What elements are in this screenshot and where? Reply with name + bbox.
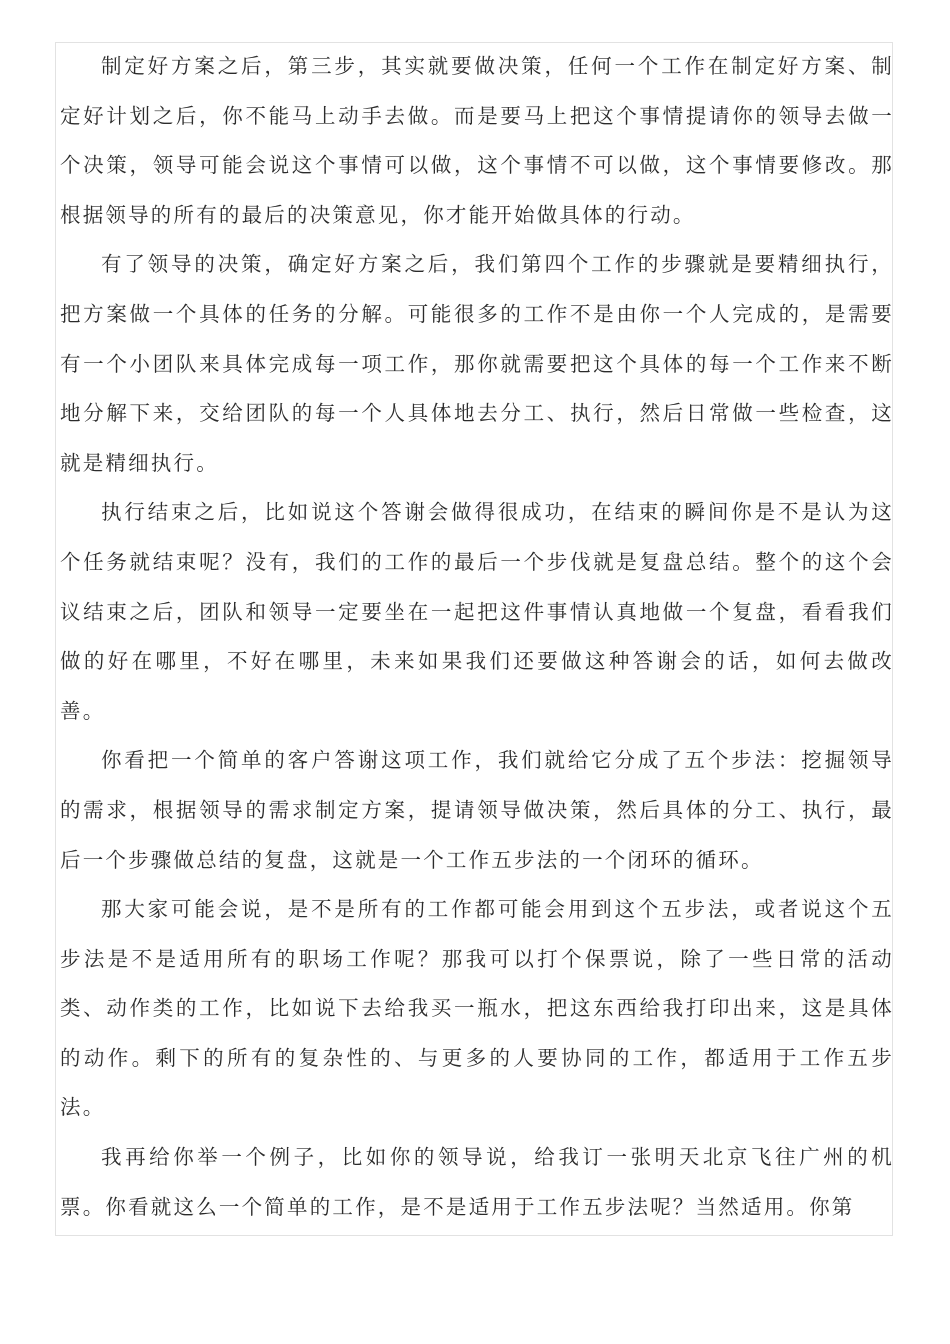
document-body bbox=[60, 42, 894, 1232]
paragraph: 制定好方案之后，第三步，其实就要做决策，任何一个工作在制定好方案、制定好计划之后，你不能马上动手去做。而是要马上把这个事情提请你的领导去做一个决策，领导可能会说这个事情可以做，这个事情不可以做，这个事情要修改。那根据领导的所有的最后的决策意见，你才能开始做具体的行动。 bbox=[60, 54, 894, 227]
paragraph: 你看把一个简单的客户答谢这项工作，我们就给它分成了五个步法：挖掘领导的需求，根据领导的需求制定方案，提请领导做决策，然后具体的分工、执行，最后一个步骤做总结的复盘，这就是一个工作五步法的一个闭环的循环。 bbox=[60, 748, 894, 872]
paragraph: 我再给你举一个例子，比如你的领导说，给我订一张明天北京飞往广州的机票。你看就这么一个简单的工作，是不是适用于工作五步法呢？当然适用。你第 bbox=[60, 1145, 894, 1219]
paragraph: 执行结束之后，比如说这个答谢会做得很成功，在结束的瞬间你是不是认为这个任务就结束呢？没有，我们的工作的最后一个步伐就是复盘总结。整个的这个会议结束之后，团队和领导一定要坐在一起把这件事情认真地做一个复盘，看看我们做的好在哪里，不好在哪里，未来如果我们还要做这种答谢会的话，如何去做改善。 bbox=[60, 500, 894, 723]
paragraph: 有了领导的决策，确定好方案之后，我们第四个工作的步骤就是要精细执行，把方案做一个具体的任务的分解。可能很多的工作不是由你一个人完成的，是需要有一个小团队来具体完成每一项工作，那你就需要把这个具体的每一个工作来不断地分解下来，交给团队的每一个人具体地去分工、执行，然后日常做一些检查，这就是精细执行。 bbox=[60, 252, 894, 475]
paragraph: 那大家可能会说，是不是所有的工作都可能会用到这个五步法，或者说这个五步法是不是适用所有的职场工作呢？那我可以打个保票说，除了一些日常的活动类、动作类的工作，比如说下去给我买一瓶水，把这东西给我打印出来，这是具体的动作。剩下的所有的复杂性的、与更多的人要协同的工作，都适用于工作五步法。 bbox=[60, 897, 894, 1120]
